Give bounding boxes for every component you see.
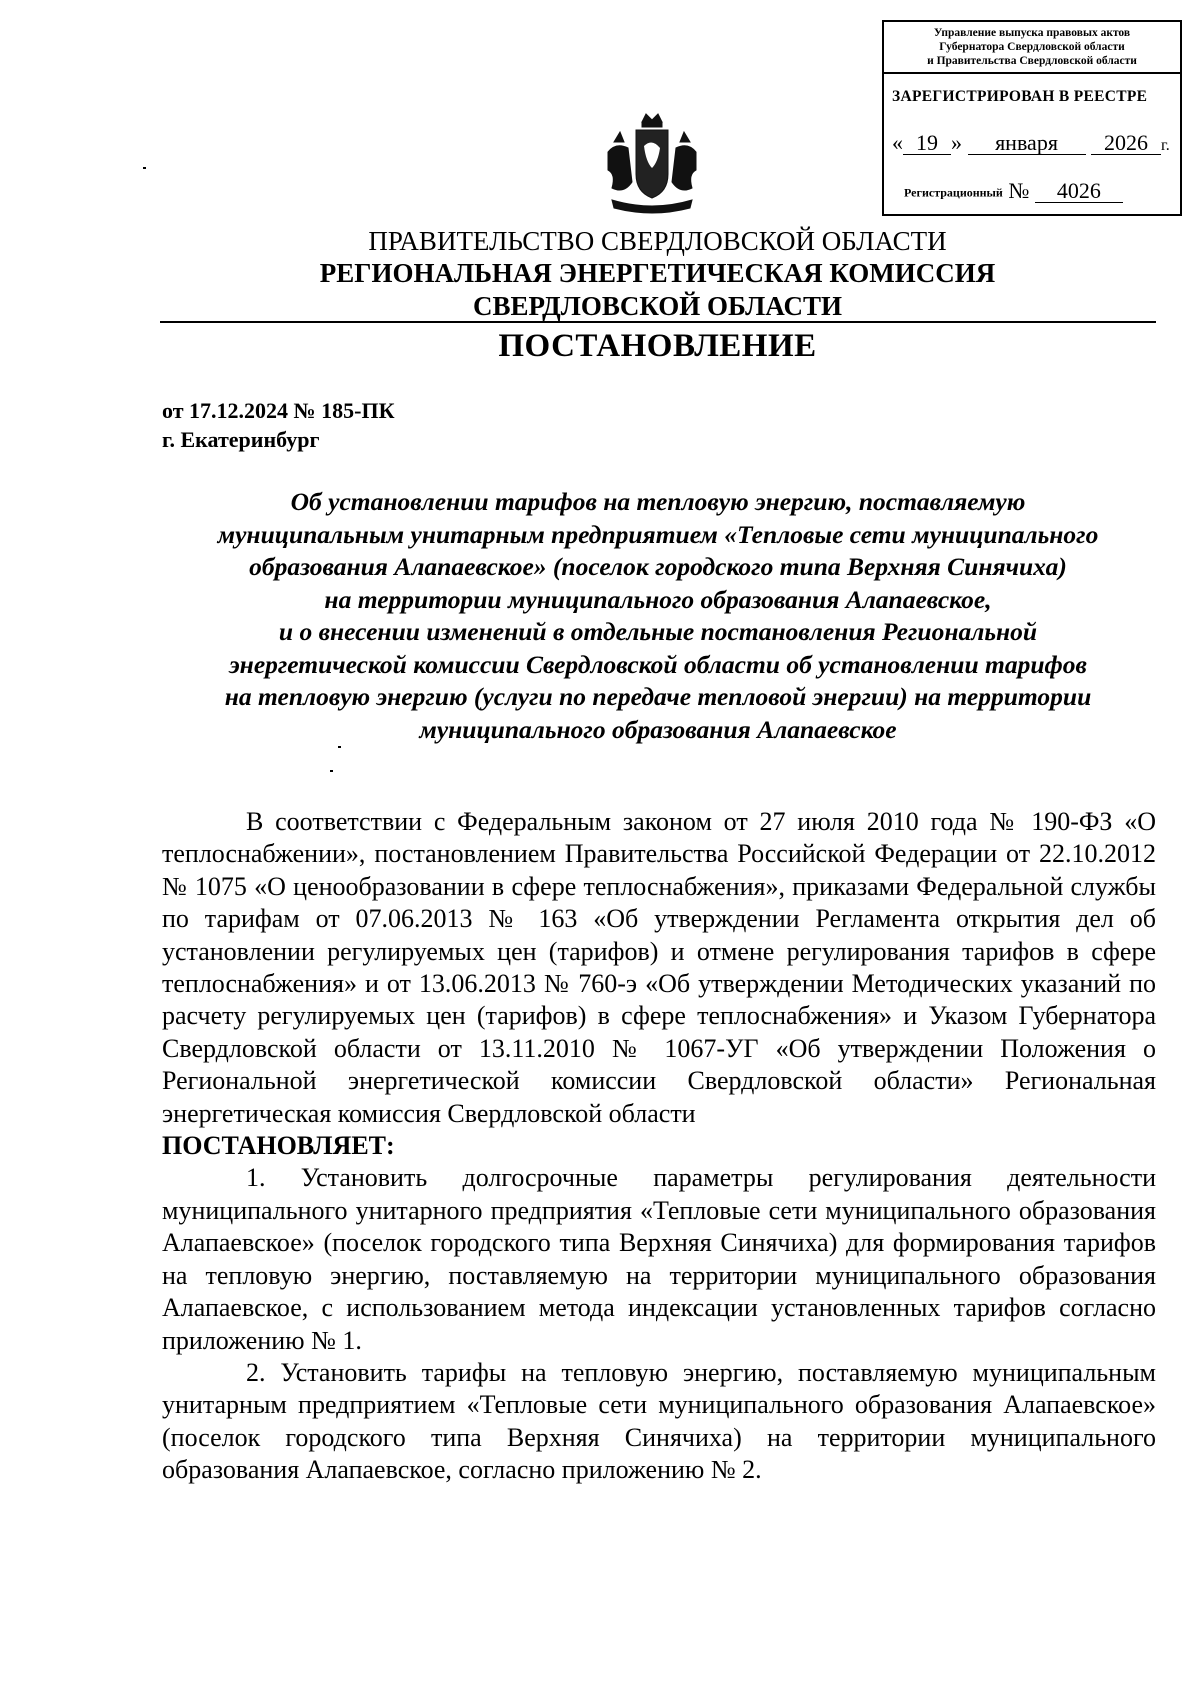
subject-line: образования Алапаевское» (поселок городского типа Верхняя Синячиха) bbox=[249, 552, 1067, 581]
coat-of-arms-icon bbox=[598, 112, 706, 220]
resolves-heading: ПОСТАНОВЛЯЕТ: bbox=[162, 1131, 395, 1161]
preamble-paragraph: В соответствии с Федеральным законом от 27 июля 2010 года № 190-ФЗ «О теплоснабжении», постановлением Правительства Российской Федерации от 22.10.2012 № 1075 «О ценообразовании в сфере теплоснабжения», приказами Федеральной службы по тарифам от 07.06.2013 № 163 «Об утверждении Регламента открытия дел об установлении регулируемых цен (тарифов) и отмене регулирования тарифов в сфере теплоснабжения» и от 13.06.2013 № 760-э «Об утверждении Методических указаний по расчету регулируемых цен (тарифов) в сфере теплоснабжения» и Указом Губернатора Свердловской области от 13.11.2010 № 1067-УГ «Об утверждении Положения о Региональной энергетической комиссии Свердловской области» Региональная энергетическая комиссия Свердловской области bbox=[162, 807, 1156, 1128]
scan-mark bbox=[330, 770, 333, 772]
document-city: г. Екатеринбург bbox=[162, 427, 320, 452]
stamp-reg-number: 4026 bbox=[1035, 180, 1123, 203]
stamp-reg-number-row bbox=[904, 178, 1123, 204]
scan-mark bbox=[143, 167, 146, 169]
header-divider bbox=[160, 321, 1156, 323]
registration-stamp bbox=[882, 20, 1182, 216]
subject-line: и о внесении изменений в отдельные постановления Региональной bbox=[278, 617, 1038, 646]
stamp-num-sign: № bbox=[1008, 178, 1030, 203]
stamp-year: 2026 bbox=[1091, 132, 1161, 155]
org-name-line3: СВЕРДЛОВСКОЙ ОБЛАСТИ bbox=[473, 291, 842, 321]
stamp-date bbox=[892, 130, 1176, 156]
document-date-number: от 17.12.2024 № 185-ПК bbox=[162, 398, 395, 423]
subject-line: энергетической комиссии Свердловской области об установлении тарифов bbox=[229, 649, 1087, 679]
stamp-header-line2: Губернатора Свердловской области bbox=[939, 41, 1125, 53]
subject-line: на территории муниципального образования Алапаевское, bbox=[324, 584, 992, 614]
stamp-day: 19 bbox=[903, 132, 951, 155]
item-1-paragraph: 1. Установить долгосрочные параметры регулирования деятельности муниципального унитарного предприятия «Тепловые сети муниципального образования Алапаевское» (поселок городского типа Верхняя Синячиха) для формирования тарифов на тепловую энергию, поставляемую на территории муниципального образования Алапаевское, с использованием метода индексации установленных тарифов согласно приложению № 1. bbox=[162, 1163, 1156, 1355]
subject-line: муниципального образования Алапаевское bbox=[419, 714, 897, 744]
subject-line: муниципальным унитарным предприятием «Тепловые сети муниципального bbox=[217, 519, 1099, 549]
stamp-month: января bbox=[968, 132, 1086, 155]
stamp-open-quote: « bbox=[892, 130, 903, 155]
stamp-reg-label: Регистрационный bbox=[904, 185, 1003, 200]
document-subject bbox=[160, 486, 1156, 746]
document-type-title: ПОСТАНОВЛЕНИЕ bbox=[498, 328, 817, 364]
stamp-header-line1: Управление выпуска правовых актов bbox=[933, 27, 1131, 39]
subject-line: на тепловую энергию (услуги по передаче тепловой энергии) на территории bbox=[224, 682, 1092, 711]
document-meta bbox=[162, 396, 395, 454]
stamp-close-quote: » bbox=[951, 130, 962, 155]
org-name-line1: ПРАВИТЕЛЬСТВО СВЕРДЛОВСКОЙ ОБЛАСТИ bbox=[368, 226, 947, 256]
scan-mark bbox=[338, 746, 341, 748]
item-2-paragraph: 2. Установить тарифы на тепловую энергию, поставляемую муниципальным унитарным предприятием «Тепловые сети муниципального образования Алапаевское» (поселок городского типа Верхняя Синячиха) на территории муниципального образования Алапаевское, согласно приложению № 2. bbox=[162, 1357, 1156, 1485]
document-body bbox=[162, 806, 1156, 1487]
stamp-header-line3: и Правительства Свердловской области bbox=[927, 55, 1137, 67]
stamp-year-suffix: г. bbox=[1161, 137, 1170, 154]
org-name-line2: РЕГИОНАЛЬНАЯ ЭНЕРГЕТИЧЕСКАЯ КОМИССИЯ bbox=[319, 258, 996, 288]
stamp-header bbox=[884, 22, 1180, 74]
subject-line: Об установлении тарифов на тепловую энергию, поставляемую bbox=[290, 487, 1026, 516]
stamp-registered-label: ЗАРЕГИСТРИРОВАН В РЕЕСТРЕ bbox=[892, 88, 1148, 105]
